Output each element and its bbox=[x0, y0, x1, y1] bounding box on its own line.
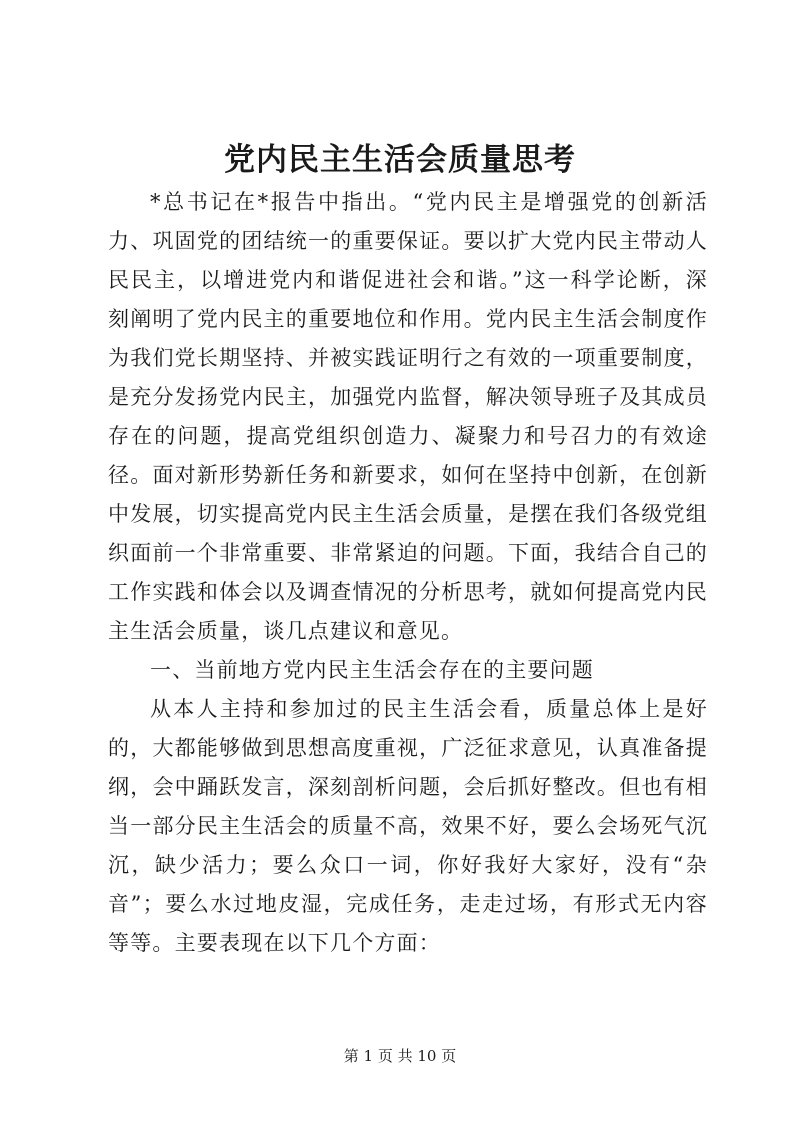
document-body bbox=[108, 183, 708, 963]
page-footer: 第 1 页 共 10 页 bbox=[343, 1047, 457, 1065]
paragraph-problems: 从本人主持和参加过的民主生活会看，质量总体上是好的，大都能够做到思想高度重视，广泛征求意见，认真准备提纲，会中踊跃发言，深刻剖析问题，会后抓好整改。但也有相当一部分民主生活会的质量不高，效果不好，要么会场死气沉沉，缺少活力；要么众口一词，你好我好大家好，没有“杂音”；要么水过地皮湿，完成任务，走走过场，有形式无内容等等。主要表现在以下几个方面： bbox=[108, 697, 708, 955]
paragraph-intro: *总书记在*报告中指出。“党内民主是增强党的创新活力、巩固党的团结统一的重要保证。要以扩大党内民主带动人民民主，以增进党内和谐促进社会和谐。”这一科学论断，深刻阐明了党内民主的重要地位和作用。党内民主生活会制度作为我们党长期坚持、并被实践证明行之有效的一项重要制度，是充分发扬党内民主，加强党内监督，解决领导班子及其成员存在的问题，提高党组织创造力、凝聚力和号召力的有效途径。面对新形势新任务和新要求，如何在坚持中创新，在创新中发展，切实提高党内民主生活会质量，是摆在我们各级党组织面前一个非常重要、非常紧迫的问题。下面，我结合自己的工作实践和体会以及调查情况的分析思考，就如何提高党内民主生活会质量，谈几点建议和意见。 bbox=[108, 190, 708, 643]
document-title: 党内民主生活会质量思考 bbox=[224, 142, 576, 178]
section-heading: 一、当前地方党内民主生活会存在的主要问题 bbox=[150, 658, 594, 682]
